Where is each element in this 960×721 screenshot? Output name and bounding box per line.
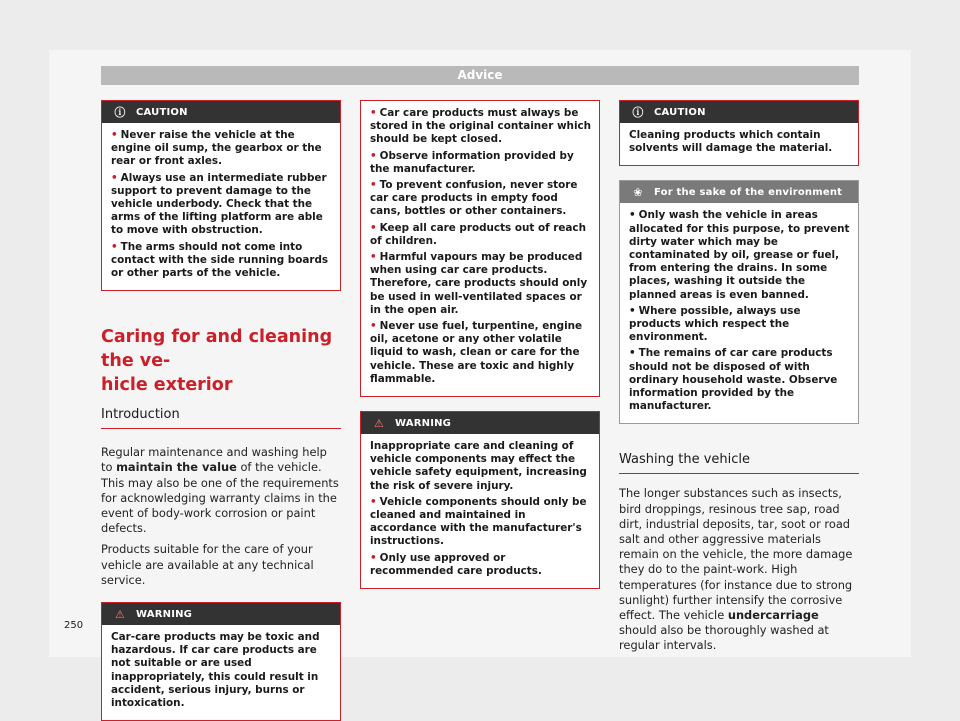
caution-box — [619, 100, 859, 166]
list-item: • Only use approved or recommended care products. — [370, 551, 542, 577]
column-1 — [101, 100, 341, 721]
list-item: • Car care products must always be stored in the original container which should be kept closed. — [370, 107, 592, 146]
list-item: • Always use an intermediate rubber support to prevent damage to the vehicle underbody. Check that the arms of the lifting platform are able to move with obstruction. — [111, 171, 327, 237]
leaf-icon: ❀ — [633, 185, 643, 199]
caution-header — [620, 101, 858, 123]
list-item: • Harmful vapours may be produced when using car care products. Therefore, care products should only be used in well-ventilated spaces or in the open air. — [370, 251, 588, 316]
list-item: • Only wash the vehicle in areas allocated for this purpose, to prevent dirty water which may be contaminated by oil, grease or fuel, from entering the drains. In some places, washing it outside the planned areas is even banned. — [629, 209, 850, 301]
page-number: 250 — [64, 620, 84, 631]
environment-header — [620, 181, 858, 203]
column-2 — [360, 100, 600, 589]
caution-body — [102, 123, 340, 290]
care-products-box — [360, 100, 600, 397]
chapter-header: Advice — [101, 66, 859, 85]
caution-body: Cleaning products which contain solvents will damage the material. — [629, 129, 833, 155]
list-item: • The remains of car care products should not be disposed of with ordinary household waste. Observe information provided by the manufacturer. — [629, 347, 838, 413]
environment-label: For the sake of the environment — [654, 186, 843, 198]
paragraph: Products suitable for the care of your vehicle are available at any technical service. — [101, 542, 314, 587]
list-item: • Observe information provided by the manufacturer. — [370, 149, 574, 175]
warning-body: Car-care products may be toxic and hazardous. If car care products are not suitable or are used inappropriately, this could result in accident, serious injury, burns or intoxication. — [111, 631, 320, 710]
warning-body: Inappropriate care and cleaning of vehicle components may effect the vehicle safety equipment, increasing the risk of severe injury. • Vehicle components should only be cleaned and maintained in accordance with the manufacturer's instructions. • Only use approved or recommended care products. — [361, 434, 599, 588]
care-products-body — [361, 101, 599, 396]
caution-box — [101, 100, 341, 291]
warning-triangle-icon: ⚠ — [114, 607, 126, 621]
list-item: • Never raise the vehicle at the engine oil sump, the gearbox or the rear or front axles. — [111, 129, 322, 168]
warning-box — [360, 411, 600, 589]
list-item: • Where possible, always use products which respect the environment. — [629, 304, 801, 344]
warning-triangle-icon: ⚠ — [373, 416, 385, 430]
list-item: • Never use fuel, turpentine, engine oil, acetone or any other volatile liquid to wash, clean or care for the vehicle. These are toxic and highly flammable. — [370, 320, 583, 385]
warning-label: WARNING — [395, 417, 452, 429]
environment-body — [620, 203, 858, 423]
environment-box — [619, 180, 859, 424]
warning-header — [361, 412, 599, 434]
list-item: • To prevent confusion, never store car care products in empty food cans, bottles or other containers. — [370, 179, 578, 218]
column-3 — [619, 100, 859, 660]
caution-label: CAUTION — [136, 106, 188, 118]
subsection-title: Introduction — [101, 407, 341, 429]
warning-label: WARNING — [136, 608, 193, 620]
list-item: • The arms should not come into contact with the side running boards or other parts of the vehicle. — [111, 240, 329, 280]
paragraph: Regular maintenance and washing help to maintain the value of the vehicle. This may also be one of the requirements for acknowledging warranty claims in the event of body-work corrosion or paint defects. — [101, 445, 339, 536]
warning-box — [101, 602, 341, 721]
list-item: • Vehicle components should only be cleaned and maintained in accordance with the manufacturer's instructions. — [370, 495, 587, 548]
info-circle-icon: ⓘ — [114, 106, 126, 119]
section-heading-block — [101, 325, 341, 429]
list-item: • Keep all care products out of reach of children. — [370, 221, 586, 247]
paragraph: The longer substances such as insects, bird droppings, resinous tree sap, road dirt, industrial deposits, tar, soot or road salt and other aggressive materials remain on the vehicle, the more damage they do to the paint-work. High temperatures (for instance due to strong sunlight) further intensify the corrosive effect. The vehicle undercarriage should also be thoroughly washed at regular intervals. — [619, 486, 853, 653]
info-circle-icon: ⓘ — [632, 106, 644, 119]
subsection-title: Washing the vehicle — [619, 452, 859, 474]
caution-label: CAUTION — [654, 106, 706, 118]
caution-header — [102, 101, 340, 123]
section-title: Caring for and cleaning the ve- hicle exterior — [101, 327, 333, 396]
warning-header — [102, 603, 340, 625]
